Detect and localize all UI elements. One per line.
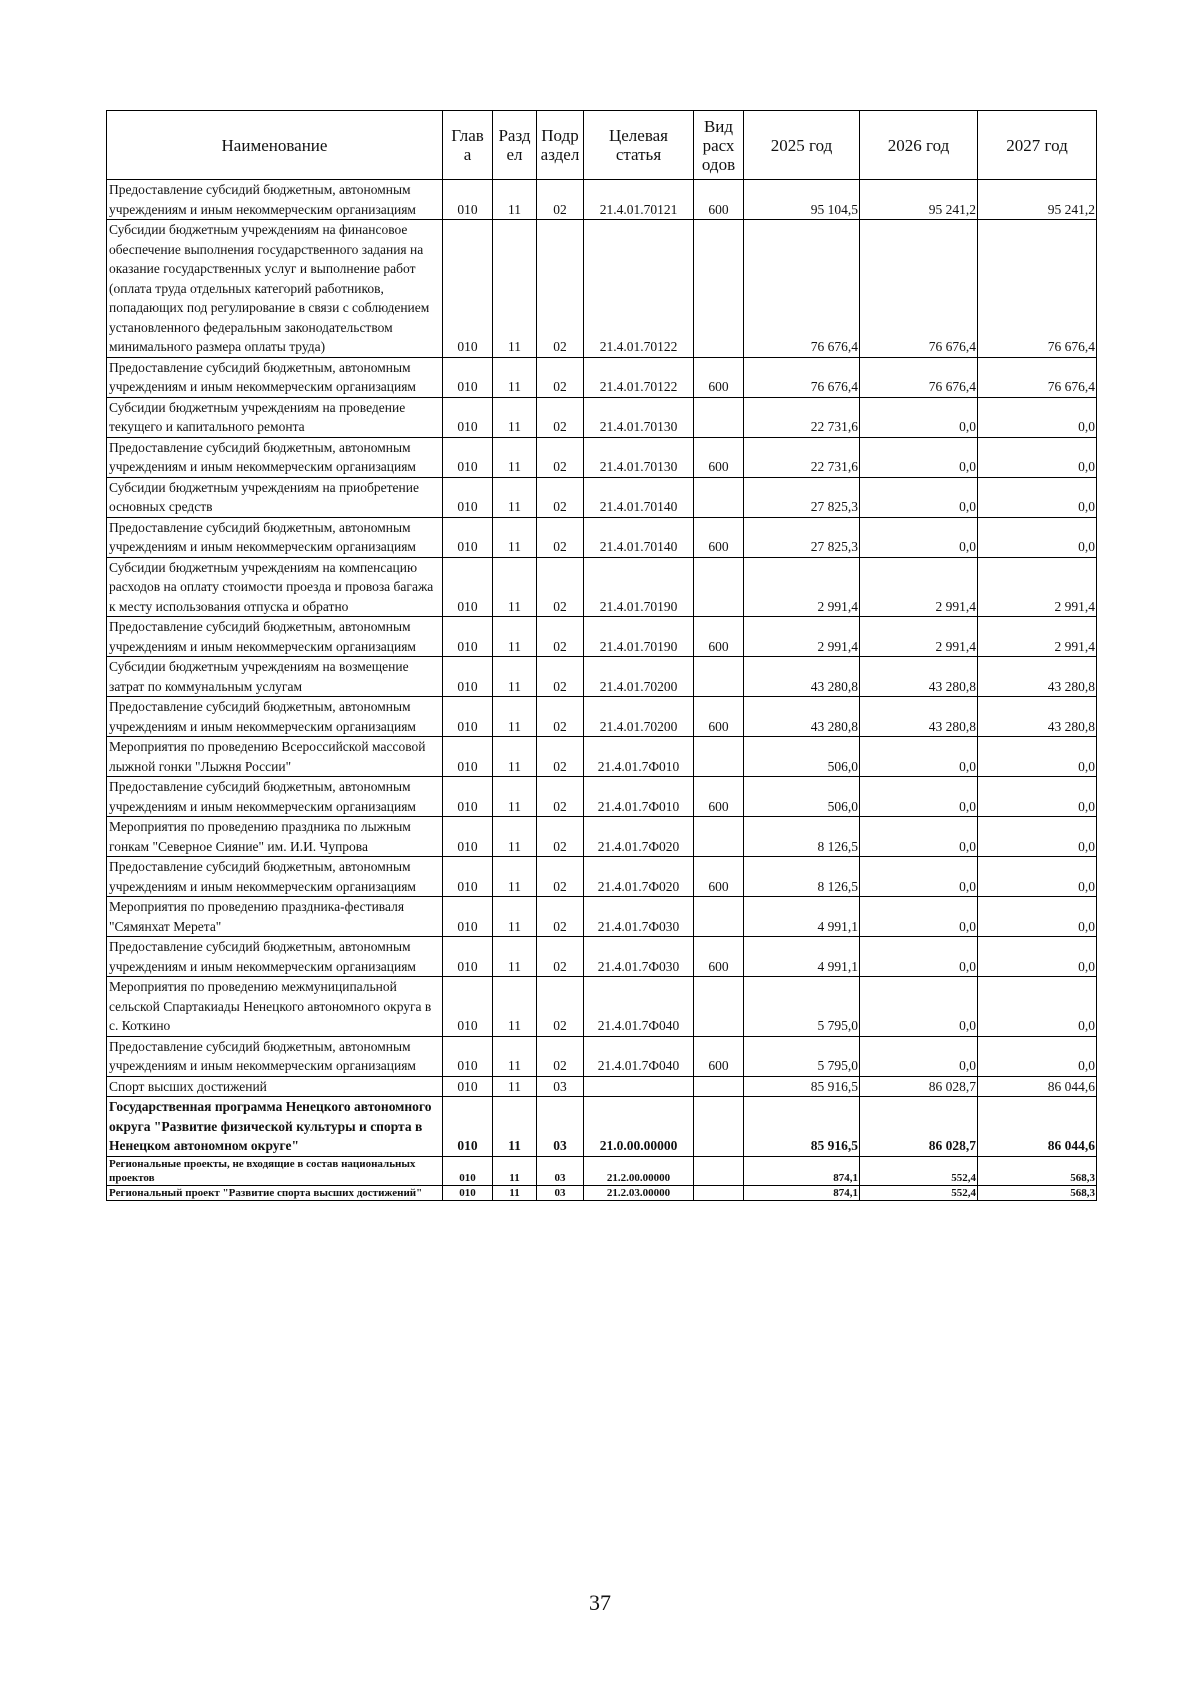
amount-2027-cell: 0,0 [978, 397, 1097, 437]
table-row [107, 897, 1097, 937]
budget-table [106, 110, 1097, 1201]
target-article-cell: 21.4.01.7Ф020 [584, 817, 694, 857]
amount-2027-cell: 95 241,2 [978, 180, 1097, 220]
page-number: 37 [589, 1590, 611, 1615]
podrazdel-cell: 02 [537, 977, 584, 1037]
razdel-cell: 11 [493, 857, 537, 897]
glava-cell: 010 [443, 1156, 493, 1185]
table-row [107, 977, 1097, 1037]
table-row [107, 937, 1097, 977]
target-article-cell: 21.4.01.7Ф040 [584, 977, 694, 1037]
podrazdel-cell: 02 [537, 817, 584, 857]
amount-2027-cell: 0,0 [978, 897, 1097, 937]
table-body [107, 180, 1097, 1201]
expense-type-cell [694, 477, 744, 517]
table-row [107, 657, 1097, 697]
amount-2026-cell: 0,0 [860, 477, 978, 517]
table-row [107, 617, 1097, 657]
expense-type-cell [694, 1185, 744, 1200]
glava-cell: 010 [443, 1036, 493, 1076]
expense-type-cell: 600 [694, 1036, 744, 1076]
amount-2026-cell: 0,0 [860, 777, 978, 817]
amount-2025-cell: 22 731,6 [744, 437, 860, 477]
target-article-cell: 21.2.00.00000 [584, 1156, 694, 1185]
amount-2027-cell: 2 991,4 [978, 557, 1097, 617]
amount-2026-cell: 0,0 [860, 1036, 978, 1076]
name-cell: Предоставление субсидий бюджетным, автономным учреждениям и иным некоммерческим организациям [107, 617, 443, 657]
razdel-cell: 11 [493, 937, 537, 977]
razdel-cell: 11 [493, 617, 537, 657]
target-article-cell: 21.4.01.70130 [584, 397, 694, 437]
amount-2026-cell: 95 241,2 [860, 180, 978, 220]
table-row [107, 557, 1097, 617]
name-cell: Государственная программа Ненецкого автономного округа "Развитие физической культуры и спорта в Ненецком автономном округе" [107, 1097, 443, 1157]
amount-2027-cell: 0,0 [978, 777, 1097, 817]
name-cell: Спорт высших достижений [107, 1076, 443, 1097]
amount-2025-cell: 27 825,3 [744, 517, 860, 557]
table-row [107, 817, 1097, 857]
podrazdel-cell: 03 [537, 1076, 584, 1097]
name-cell: Предоставление субсидий бюджетным, автономным учреждениям и иным некоммерческим организациям [107, 1036, 443, 1076]
expense-type-cell [694, 657, 744, 697]
glava-cell: 010 [443, 897, 493, 937]
podrazdel-cell: 02 [537, 557, 584, 617]
amount-2026-cell: 86 028,7 [860, 1097, 978, 1157]
razdel-cell: 11 [493, 517, 537, 557]
target-article-cell: 21.2.03.00000 [584, 1185, 694, 1200]
name-cell: Мероприятия по проведению Всероссийской массовой лыжной гонки "Лыжня России" [107, 737, 443, 777]
glava-cell: 010 [443, 817, 493, 857]
amount-2027-cell: 0,0 [978, 437, 1097, 477]
expense-type-cell: 600 [694, 697, 744, 737]
glava-cell: 010 [443, 1076, 493, 1097]
razdel-cell: 11 [493, 897, 537, 937]
razdel-cell: 11 [493, 817, 537, 857]
podrazdel-cell: 02 [537, 180, 584, 220]
name-cell: Региональные проекты, не входящие в состав национальных проектов [107, 1156, 443, 1185]
amount-2025-cell: 8 126,5 [744, 857, 860, 897]
expense-type-cell: 600 [694, 777, 744, 817]
target-article-cell: 21.4.01.70190 [584, 617, 694, 657]
name-cell: Предоставление субсидий бюджетным, автономным учреждениям и иным некоммерческим организациям [107, 357, 443, 397]
expense-type-cell: 600 [694, 180, 744, 220]
amount-2027-cell: 0,0 [978, 977, 1097, 1037]
amount-2027-cell: 0,0 [978, 737, 1097, 777]
amount-2025-cell: 506,0 [744, 737, 860, 777]
expense-type-cell [694, 1097, 744, 1157]
amount-2026-cell: 43 280,8 [860, 657, 978, 697]
name-cell: Субсидии бюджетным учреждениям на проведение текущего и капитального ремонта [107, 397, 443, 437]
glava-cell: 010 [443, 657, 493, 697]
target-article-cell: 21.0.00.00000 [584, 1097, 694, 1157]
amount-2027-cell: 568,3 [978, 1156, 1097, 1185]
podrazdel-cell: 02 [537, 437, 584, 477]
amount-2025-cell: 22 731,6 [744, 397, 860, 437]
amount-2026-cell: 43 280,8 [860, 697, 978, 737]
table-row [107, 1036, 1097, 1076]
amount-2027-cell: 568,3 [978, 1185, 1097, 1200]
amount-2026-cell: 76 676,4 [860, 220, 978, 358]
amount-2025-cell: 43 280,8 [744, 657, 860, 697]
razdel-cell: 11 [493, 777, 537, 817]
amount-2026-cell: 86 028,7 [860, 1076, 978, 1097]
header-glava: Глав а [443, 111, 493, 180]
razdel-cell: 11 [493, 180, 537, 220]
amount-2026-cell: 0,0 [860, 737, 978, 777]
header-2025: 2025 год [744, 111, 860, 180]
glava-cell: 010 [443, 357, 493, 397]
razdel-cell: 11 [493, 977, 537, 1037]
glava-cell: 010 [443, 437, 493, 477]
amount-2026-cell: 0,0 [860, 897, 978, 937]
target-article-cell: 21.4.01.7Ф030 [584, 937, 694, 977]
table-row [107, 180, 1097, 220]
podrazdel-cell: 02 [537, 517, 584, 557]
amount-2026-cell: 552,4 [860, 1185, 978, 1200]
amount-2027-cell: 0,0 [978, 817, 1097, 857]
target-article-cell: 21.4.01.70121 [584, 180, 694, 220]
amount-2027-cell: 0,0 [978, 477, 1097, 517]
name-cell: Предоставление субсидий бюджетным, автономным учреждениям и иным некоммерческим организациям [107, 937, 443, 977]
glava-cell: 010 [443, 737, 493, 777]
amount-2026-cell: 0,0 [860, 437, 978, 477]
razdel-cell: 11 [493, 737, 537, 777]
razdel-cell: 11 [493, 437, 537, 477]
razdel-cell: 11 [493, 557, 537, 617]
expense-type-cell: 600 [694, 517, 744, 557]
glava-cell: 010 [443, 477, 493, 517]
podrazdel-cell: 02 [537, 777, 584, 817]
podrazdel-cell: 02 [537, 737, 584, 777]
name-cell: Субсидии бюджетным учреждениям на возмещение затрат по коммунальным услугам [107, 657, 443, 697]
name-cell: Мероприятия по проведению межмуниципальной сельской Спартакиады Ненецкого автономного округа в с. Коткино [107, 977, 443, 1037]
amount-2025-cell: 2 991,4 [744, 617, 860, 657]
amount-2026-cell: 2 991,4 [860, 617, 978, 657]
amount-2025-cell: 2 991,4 [744, 557, 860, 617]
glava-cell: 010 [443, 1097, 493, 1157]
amount-2026-cell: 0,0 [860, 517, 978, 557]
amount-2027-cell: 0,0 [978, 1036, 1097, 1076]
glava-cell: 010 [443, 220, 493, 358]
amount-2025-cell: 874,1 [744, 1185, 860, 1200]
podrazdel-cell: 02 [537, 477, 584, 517]
razdel-cell: 11 [493, 697, 537, 737]
razdel-cell: 11 [493, 477, 537, 517]
table-row [107, 1185, 1097, 1200]
podrazdel-cell: 02 [537, 857, 584, 897]
expense-type-cell [694, 1156, 744, 1185]
glava-cell: 010 [443, 977, 493, 1037]
glava-cell: 010 [443, 697, 493, 737]
table-row [107, 777, 1097, 817]
table-row [107, 437, 1097, 477]
table-row [107, 477, 1097, 517]
expense-type-cell [694, 1076, 744, 1097]
razdel-cell: 11 [493, 1076, 537, 1097]
expense-type-cell [694, 977, 744, 1037]
amount-2026-cell: 0,0 [860, 397, 978, 437]
name-cell: Предоставление субсидий бюджетным, автономным учреждениям и иным некоммерческим организациям [107, 180, 443, 220]
header-podrazdel: Подр аздел [537, 111, 584, 180]
expense-type-cell: 600 [694, 357, 744, 397]
glava-cell: 010 [443, 180, 493, 220]
target-article-cell: 21.4.01.70200 [584, 657, 694, 697]
name-cell: Субсидии бюджетным учреждениям на приобретение основных средств [107, 477, 443, 517]
amount-2026-cell: 0,0 [860, 857, 978, 897]
expense-type-cell [694, 817, 744, 857]
amount-2027-cell: 0,0 [978, 937, 1097, 977]
amount-2027-cell: 0,0 [978, 517, 1097, 557]
razdel-cell: 11 [493, 657, 537, 697]
target-article-cell: 21.4.01.70200 [584, 697, 694, 737]
podrazdel-cell: 02 [537, 697, 584, 737]
table-row [107, 517, 1097, 557]
table-row [107, 1156, 1097, 1185]
expense-type-cell [694, 557, 744, 617]
amount-2026-cell: 552,4 [860, 1156, 978, 1185]
header-expense-type: Вид расх одов [694, 111, 744, 180]
amount-2025-cell: 76 676,4 [744, 357, 860, 397]
expense-type-cell: 600 [694, 857, 744, 897]
name-cell: Мероприятия по проведению праздника по лыжным гонкам "Северное Сияние" им. И.И. Чупрова [107, 817, 443, 857]
razdel-cell: 11 [493, 220, 537, 358]
amount-2027-cell: 0,0 [978, 857, 1097, 897]
target-article-cell: 21.4.01.7Ф030 [584, 897, 694, 937]
name-cell: Субсидии бюджетным учреждениям на компенсацию расходов на оплату стоимости проезда и провоза багажа к месту использования отпуска и обратно [107, 557, 443, 617]
amount-2025-cell: 8 126,5 [744, 817, 860, 857]
glava-cell: 010 [443, 397, 493, 437]
table-row [107, 397, 1097, 437]
target-article-cell: 21.4.01.70122 [584, 220, 694, 358]
amount-2026-cell: 0,0 [860, 937, 978, 977]
target-article-cell: 21.4.01.70130 [584, 437, 694, 477]
name-cell: Региональный проект "Развитие спорта высших достижений" [107, 1185, 443, 1200]
amount-2027-cell: 43 280,8 [978, 657, 1097, 697]
amount-2025-cell: 85 916,5 [744, 1097, 860, 1157]
table-row [107, 1076, 1097, 1097]
amount-2025-cell: 27 825,3 [744, 477, 860, 517]
podrazdel-cell: 02 [537, 397, 584, 437]
table-row [107, 737, 1097, 777]
amount-2025-cell: 4 991,1 [744, 897, 860, 937]
name-cell: Предоставление субсидий бюджетным, автономным учреждениям и иным некоммерческим организациям [107, 517, 443, 557]
amount-2026-cell: 2 991,4 [860, 557, 978, 617]
expense-type-cell [694, 220, 744, 358]
glava-cell: 010 [443, 777, 493, 817]
target-article-cell: 21.4.01.70122 [584, 357, 694, 397]
amount-2026-cell: 0,0 [860, 817, 978, 857]
table-row [107, 697, 1097, 737]
amount-2025-cell: 4 991,1 [744, 937, 860, 977]
amount-2027-cell: 76 676,4 [978, 220, 1097, 358]
expense-type-cell: 600 [694, 617, 744, 657]
amount-2026-cell: 0,0 [860, 977, 978, 1037]
target-article-cell: 21.4.01.7Ф040 [584, 1036, 694, 1076]
target-article-cell: 21.4.01.7Ф010 [584, 737, 694, 777]
name-cell: Предоставление субсидий бюджетным, автономным учреждениям и иным некоммерческим организациям [107, 697, 443, 737]
name-cell: Предоставление субсидий бюджетным, автономным учреждениям и иным некоммерческим организациям [107, 777, 443, 817]
header-target-article: Целевая статья [584, 111, 694, 180]
razdel-cell: 11 [493, 1185, 537, 1200]
name-cell: Мероприятия по проведению праздника-фестиваля "Сямянхат Мерета" [107, 897, 443, 937]
razdel-cell: 11 [493, 397, 537, 437]
podrazdel-cell: 02 [537, 897, 584, 937]
header-2027: 2027 год [978, 111, 1097, 180]
target-article-cell: 21.4.01.7Ф020 [584, 857, 694, 897]
amount-2027-cell: 43 280,8 [978, 697, 1097, 737]
glava-cell: 010 [443, 1185, 493, 1200]
header-row [107, 111, 1097, 180]
header-2026: 2026 год [860, 111, 978, 180]
podrazdel-cell: 02 [537, 937, 584, 977]
amount-2025-cell: 76 676,4 [744, 220, 860, 358]
amount-2027-cell: 86 044,6 [978, 1097, 1097, 1157]
target-article-cell: 21.4.01.70140 [584, 517, 694, 557]
amount-2026-cell: 76 676,4 [860, 357, 978, 397]
podrazdel-cell: 02 [537, 657, 584, 697]
name-cell: Предоставление субсидий бюджетным, автономным учреждениям и иным некоммерческим организациям [107, 857, 443, 897]
razdel-cell: 11 [493, 1156, 537, 1185]
razdel-cell: 11 [493, 1097, 537, 1157]
header-name: Наименование [107, 111, 443, 180]
glava-cell: 010 [443, 617, 493, 657]
glava-cell: 010 [443, 857, 493, 897]
expense-type-cell [694, 737, 744, 777]
target-article-cell [584, 1076, 694, 1097]
expense-type-cell [694, 897, 744, 937]
podrazdel-cell: 02 [537, 357, 584, 397]
podrazdel-cell: 03 [537, 1097, 584, 1157]
expense-type-cell [694, 397, 744, 437]
name-cell: Предоставление субсидий бюджетным, автономным учреждениям и иным некоммерческим организациям [107, 437, 443, 477]
glava-cell: 010 [443, 557, 493, 617]
table-row [107, 857, 1097, 897]
podrazdel-cell: 02 [537, 617, 584, 657]
podrazdel-cell: 03 [537, 1185, 584, 1200]
amount-2025-cell: 5 795,0 [744, 977, 860, 1037]
glava-cell: 010 [443, 517, 493, 557]
razdel-cell: 11 [493, 1036, 537, 1076]
amount-2025-cell: 5 795,0 [744, 1036, 860, 1076]
target-article-cell: 21.4.01.70190 [584, 557, 694, 617]
amount-2025-cell: 43 280,8 [744, 697, 860, 737]
amount-2025-cell: 95 104,5 [744, 180, 860, 220]
name-cell: Субсидии бюджетным учреждениям на финансовое обеспечение выполнения государственного задания на оказание государственных услуг и выполнение работ (оплата труда отдельных категорий работников, попадающих под регулирование в связи с соблюдением установленного федеральным законодательством минимального размера оплаты труда) [107, 220, 443, 358]
razdel-cell: 11 [493, 357, 537, 397]
amount-2025-cell: 85 916,5 [744, 1076, 860, 1097]
amount-2027-cell: 86 044,6 [978, 1076, 1097, 1097]
table-row [107, 220, 1097, 358]
amount-2025-cell: 874,1 [744, 1156, 860, 1185]
podrazdel-cell: 02 [537, 1036, 584, 1076]
target-article-cell: 21.4.01.70140 [584, 477, 694, 517]
amount-2025-cell: 506,0 [744, 777, 860, 817]
podrazdel-cell: 03 [537, 1156, 584, 1185]
amount-2027-cell: 76 676,4 [978, 357, 1097, 397]
target-article-cell: 21.4.01.7Ф010 [584, 777, 694, 817]
podrazdel-cell: 02 [537, 220, 584, 358]
expense-type-cell: 600 [694, 937, 744, 977]
table-row [107, 357, 1097, 397]
expense-type-cell: 600 [694, 437, 744, 477]
amount-2027-cell: 2 991,4 [978, 617, 1097, 657]
table-row [107, 1097, 1097, 1157]
glava-cell: 010 [443, 937, 493, 977]
header-razdel: Разд ел [493, 111, 537, 180]
